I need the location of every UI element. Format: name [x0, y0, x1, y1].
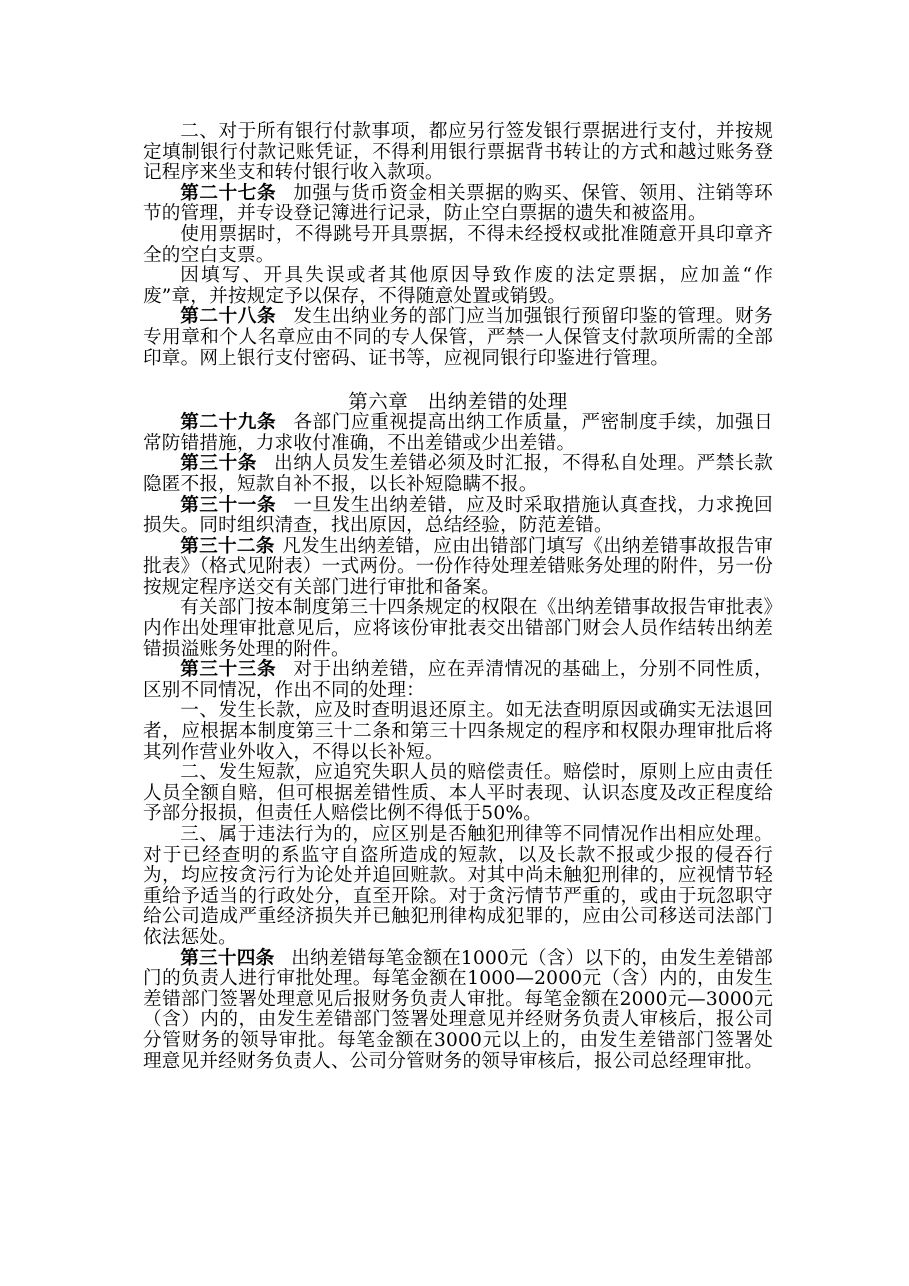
article-text: 加强与货币资金相关票据的购买、保管、领用、注销等环节的管理，并专设登记簿进行记录，防止空白票据的遗失和被盗用。 [143, 182, 773, 225]
article-text: 凡发生出纳差错，应由出错部门填写《出纳差错事故报告审批表》（格式见附表）一式两份。一份作待处理差错账务处理的附件，另一份按规定程序送交有关部门进行审批和备案。 [143, 535, 773, 598]
chapter-number: 第六章 [348, 390, 409, 414]
article-29 [143, 413, 773, 454]
article-number: 第三十三条 [180, 659, 277, 681]
article-number: 第二十七条 [180, 182, 277, 204]
paragraph-bill-usage: 使用票据时，不得跳号开具票据，不得未经授权或批准随意开具印章齐全的空白支票。 [143, 223, 773, 266]
article-number: 第三十四条 [180, 947, 275, 969]
article-33 [143, 660, 773, 701]
article-27 [143, 184, 773, 225]
article-28 [143, 307, 773, 369]
article-30 [143, 454, 773, 495]
paragraph-illegal-acts: 三、属于违法行为的，应区别是否触犯刑律等不同情况作出相应处理。对于已经查明的系监守自盗所造成的短款，以及长款不报或少报的侵吞行为，均应按贪污行为论处并追回赃款。对其中尚未触犯刑律的，应视情节轻重给予适当的行政处分，直至开除。对于贪污情节严重的，或由于玩忽职守给公司造成严重经济损失并已触犯刑律构成犯罪的，应由公司移送司法部门依法惩处。 [143, 824, 773, 948]
chapter-title [143, 391, 773, 413]
article-text: 对于出纳差错，应在弄清情况的基础上，分别不同性质，区别不同情况，作出不同的处理： [143, 659, 773, 701]
article-number: 第三十条 [180, 453, 257, 475]
article-31 [143, 496, 773, 537]
article-number: 第二十八条 [180, 306, 277, 328]
paragraph-shortage: 二、发生短款，应追究失职人员的赔偿责任。赔偿时，原则上应由责任人员全额自赔，但可根据差错性质、本人平时表现、认识态度及改正程度给予部分报损，但责任人赔偿比例不得低于50%。 [143, 762, 773, 825]
article-text: 一旦发生出纳差错，应及时采取措施认真查找，力求挽回损失。同时组织清查，找出原因，总结经验，防范差错。 [143, 494, 773, 537]
chapter-name: 出纳差错的处理 [427, 390, 568, 414]
article-32 [143, 537, 773, 599]
article-text: 发生出纳业务的部门应当加强银行预留印鉴的管理。财务专用章和个人名章应由不同的专人保管，严禁一人保管支付款项所需的全部印章。网上银行支付密码、证书等，应视同银行印鉴进行管理。 [143, 306, 773, 369]
paragraph-approval-form: 有关部门按本制度第三十四条规定的权限在《出纳差错事故报告审批表》内作出处理审批意见后，应将该份审批表交出错部门财会人员作结转出纳差错损溢账务处理的附件。 [143, 597, 773, 660]
paragraph-overage: 一、发生长款，应及时查明退还原主。如无法查明原因或确实无法退回者，应根据本制度第三十二条和第三十四条规定的程序和权限办理审批后将其列作营业外收入，不得以长补短。 [143, 700, 773, 763]
article-text: 各部门应重视提高出纳工作质量，严密制度手续，加强日常防错措施，力求收付准确，不出差错或少出差错。 [143, 412, 773, 454]
spacer [143, 369, 773, 391]
article-number: 第三十二条 [180, 535, 275, 557]
article-number: 第二十九条 [180, 412, 277, 434]
article-text: 出纳人员发生差错必须及时汇报，不得私自处理。严禁长款隐匿不报，短款自补不报，以长补短隐瞒不报。 [143, 453, 773, 495]
paragraph-voided-bills: 因填写、开具失误或者其他原因导致作废的法定票据，应加盖“作废”章，并按规定予以保存，不得随意处置或销毁。 [143, 265, 773, 307]
article-34 [143, 949, 773, 1073]
paragraph-payment-items: 二、对于所有银行付款事项，都应另行签发银行票据进行支付，并按规定填制银行付款记账凭证，不得利用银行票据背书转让的方式和越过账务登记程序来坐支和转付银行收入款项。 [143, 121, 773, 184]
document-page [143, 122, 773, 1072]
article-number: 第三十一条 [180, 494, 277, 516]
article-text: 出纳差错每笔金额在1000元（含）以下的，由发生差错部门的负责人进行审批处理。每笔金额在1000—2000元（含）内的，由发生差错部门签署处理意见后报财务负责人审批。每笔金额在2000元—3000元（含）内的，由发生差错部门签署处理意见并经财务负责人审核后，报公司分管财务的领导审批。每笔金额在3000元以上的，由发生差错部门签署处理意见并经财务负责人、公司分管财务的领导审核后，报公司总经理审批。 [143, 947, 773, 1072]
